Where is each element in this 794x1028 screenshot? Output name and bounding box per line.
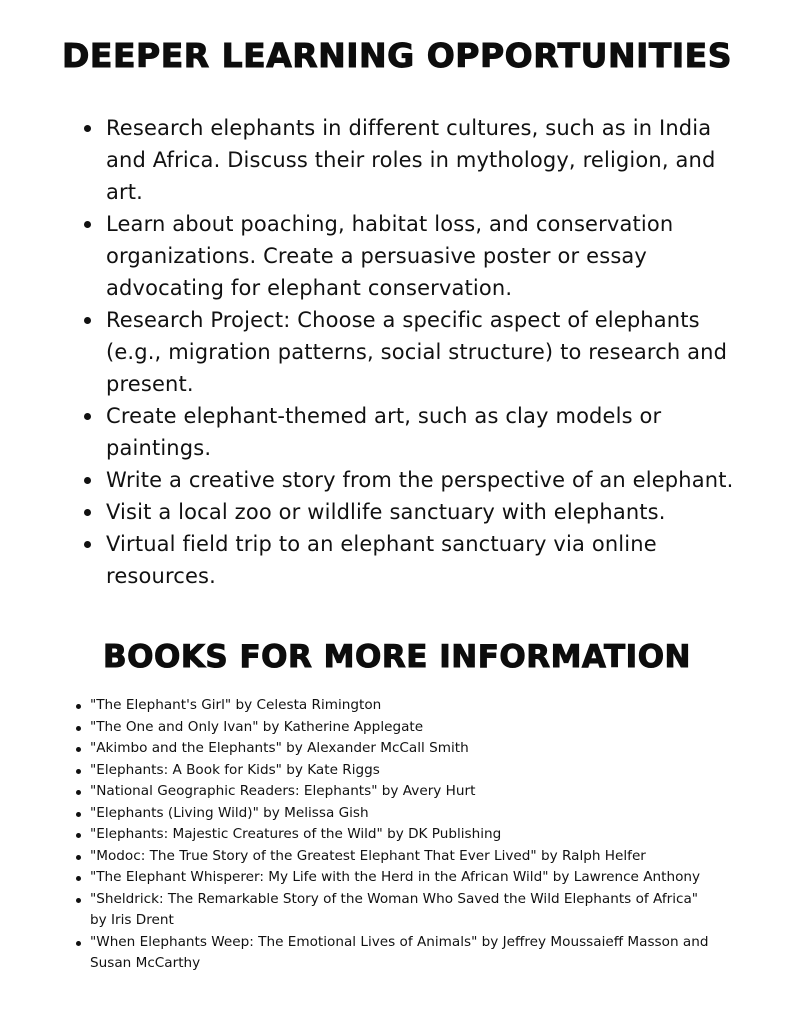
book-item: "When Elephants Weep: The Emotional Lives of Animals" by Jeffrey Moussaieff Masson and Susan McCarthy xyxy=(74,932,714,975)
list-item: Virtual field trip to an elephant sanctuary via online resources. xyxy=(82,528,752,592)
deeper-learning-list xyxy=(82,112,752,592)
book-item: "Elephants: A Book for Kids" by Kate Riggs xyxy=(74,760,714,782)
list-item: Write a creative story from the perspective of an elephant. xyxy=(82,464,752,496)
books-list xyxy=(74,695,714,975)
book-item: "Modoc: The True Story of the Greatest Elephant That Ever Lived" by Ralph Helfer xyxy=(74,846,714,868)
book-item: "The One and Only Ivan" by Katherine Applegate xyxy=(74,717,714,739)
book-item: "Elephants: Majestic Creatures of the Wild" by DK Publishing xyxy=(74,824,714,846)
book-item: "The Elephant Whisperer: My Life with the Herd in the African Wild" by Lawrence Anthony xyxy=(74,867,714,889)
books-heading: BOOKS FOR MORE INFORMATION xyxy=(103,639,691,675)
book-item: "National Geographic Readers: Elephants" by Avery Hurt xyxy=(74,781,714,803)
list-item: Visit a local zoo or wildlife sanctuary with elephants. xyxy=(82,496,752,528)
book-item: "Sheldrick: The Remarkable Story of the Woman Who Saved the Wild Elephants of Africa" by Iris Drent xyxy=(74,889,714,932)
deeper-learning-heading: DEEPER LEARNING OPPORTUNITIES xyxy=(62,36,732,75)
book-item: "Elephants (Living Wild)" by Melissa Gish xyxy=(74,803,714,825)
list-item: Learn about poaching, habitat loss, and conservation organizations. Create a persuasive poster or essay advocating for elephant conservation. xyxy=(82,208,752,304)
list-item: Create elephant-themed art, such as clay models or paintings. xyxy=(82,400,752,464)
book-item: "Akimbo and the Elephants" by Alexander McCall Smith xyxy=(74,738,714,760)
book-item: "The Elephant's Girl" by Celesta Rimington xyxy=(74,695,714,717)
list-item: Research elephants in different cultures, such as in India and Africa. Discuss their roles in mythology, religion, and art. xyxy=(82,112,752,208)
list-item: Research Project: Choose a specific aspect of elephants (e.g., migration patterns, social structure) to research and present. xyxy=(82,304,752,400)
